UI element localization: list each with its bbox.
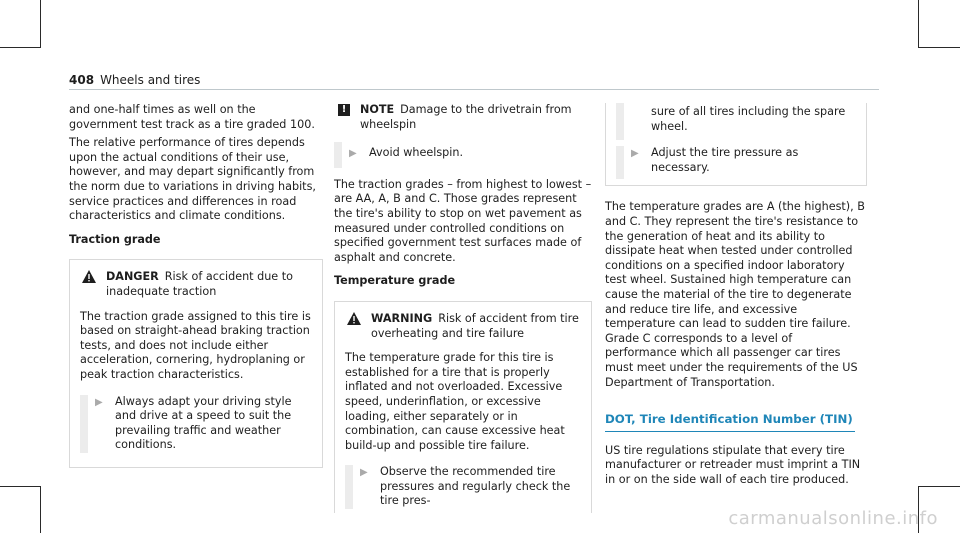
crop-mark <box>40 0 41 48</box>
crop-mark <box>918 47 960 48</box>
header-rule <box>69 89 879 90</box>
note-keyword: NOTE <box>360 103 395 116</box>
note-icon: ! <box>338 104 350 116</box>
danger-body: The traction grade assigned to this tire is based on straight-ahead braking traction tests, and does not include either acceleration, cornering, hydroplaning or peak traction characteristics. <box>80 309 311 381</box>
crop-mark <box>918 486 960 487</box>
section-heading-dot-tin: DOT, Tire Identification Number (TIN) <box>605 412 855 432</box>
warning-keyword: WARNING <box>371 311 433 325</box>
watermark: carmanualsonline.info <box>728 508 938 529</box>
action-text: Adjust the tire pressure as necessary. <box>651 146 799 174</box>
action-text: Observe the recommended tire pressures and regularly check the tire pres- <box>380 465 571 508</box>
arrow-right-icon: ▶ <box>631 148 639 160</box>
warning-action <box>345 465 581 509</box>
crop-mark <box>0 47 40 48</box>
paragraph: The relative performance of tires depends upon the actual conditions of their use, however, and may depart significantly from the norm due to variations in driving habits, service practices and differences in road characteristics and climate conditions. <box>69 136 316 223</box>
note-block <box>334 103 592 168</box>
column-3 <box>605 103 867 491</box>
page-header <box>69 73 200 87</box>
column-2 <box>334 103 592 513</box>
crop-mark <box>918 0 919 48</box>
page-title: Wheels and tires <box>100 73 201 87</box>
danger-action <box>80 395 312 453</box>
danger-keyword: DANGER <box>106 270 159 284</box>
warning-box <box>334 301 592 513</box>
note-title: Damage to the drivetrain from wheelspin <box>360 103 572 131</box>
paragraph: US tire regulations stipulate that every tire manufacturer or retreader must imprint a TIN in or on the side wall of each tire produced. <box>605 443 861 486</box>
note-action <box>334 142 592 168</box>
arrow-right-icon: ▶ <box>349 148 357 160</box>
warning-triangle-icon <box>347 312 361 325</box>
continued-text: sure of all tires including the spare wheel. <box>651 105 846 133</box>
arrow-right-icon: ▶ <box>95 396 103 408</box>
paragraph: The traction grades – from highest to lowest – are AA, A, B and C. Those grades represent the tire's ability to stop on wet pavement as measured under controlled conditions on specified government test surfaces made of asphalt and concrete. <box>334 177 592 264</box>
warning-body: The temperature grade for this tire is established for a tire that is properly inflated and not overloaded. Excessive speed, underinflation, or excessive loading, either separately or in combination, can cause excessive heat build-up and possible tire failure. <box>345 351 565 452</box>
page-number: 408 <box>69 73 95 87</box>
subheading-traction-grade: Traction grade <box>69 232 161 246</box>
column-1 <box>69 103 323 468</box>
crop-mark <box>0 486 40 487</box>
danger-title: Risk of accident due to inadequate traction <box>106 270 293 298</box>
paragraph: The temperature grades are A (the highest), B and C. They represent the tire's resistance to the generation of heat and its ability to dissipate heat when tested under controlled conditions on a specified indoor laboratory test wheel. Sustained high temperature can cause the material of the tire to degenerate and reduce tire life, and excessive temperature can lead to sudden tire failure. Grade C corresponds to a level of performance which all passenger car tires must meet under the requirements of the US Department of Transportation. <box>605 200 865 389</box>
warning-action <box>616 146 856 179</box>
danger-box <box>69 259 323 468</box>
crop-mark <box>40 486 41 533</box>
action-text: Always adapt your driving style and drive at a speed to suit the prevailing traffic and weather conditions. <box>115 394 292 452</box>
paragraph: and one-half times as well on the government test track as a tire graded 100. <box>69 103 315 131</box>
warning-box-continued <box>605 103 867 186</box>
warning-triangle-icon <box>82 270 96 283</box>
warning-title: Risk of accident from tire overheating and tire failure <box>371 311 579 340</box>
arrow-right-icon: ▶ <box>360 467 368 479</box>
action-text: Avoid wheelspin. <box>369 146 464 160</box>
subheading-temperature-grade: Temperature grade <box>334 274 456 288</box>
